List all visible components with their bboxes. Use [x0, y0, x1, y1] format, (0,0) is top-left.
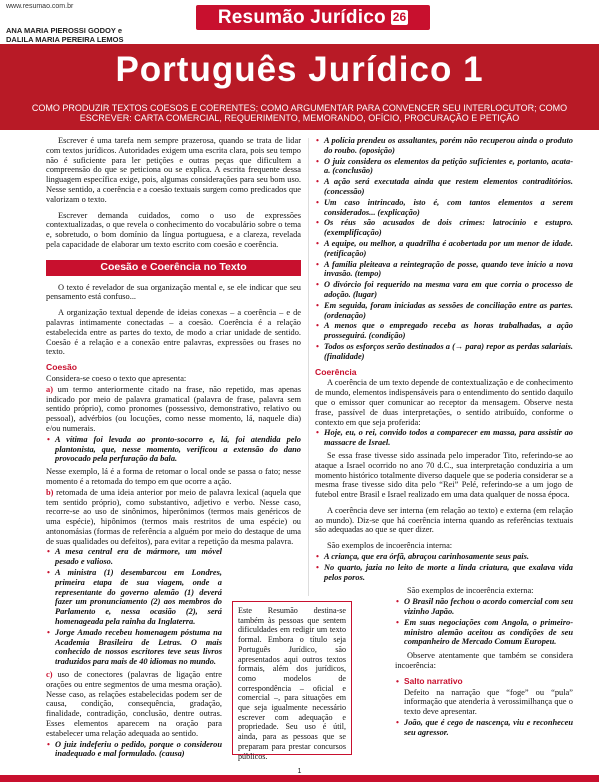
subsection-heading: Coesão: [46, 362, 78, 373]
example-item: • Jorge Amado recebeu homenagem póstuma na Academia Brasileira de Letras. O mais conhecido de nossos escritores teve seus livros traduzidos para mais de 40 idiomas no mundo.: [46, 628, 222, 667]
example-list: [395, 677, 573, 687]
example-item: • A vítima foi levada ao pronto-socorro e, lá, foi atendida pelo plantonista, que, nesse momento, verificou a extensão do dano provocado pela perfuração da bala.: [46, 435, 301, 464]
body-paragraph: São exemplos de incoerência externa:: [407, 586, 534, 596]
body-paragraph: A organização textual depende de ideias conexas – a coerência – e de palavras intimamente conectadas – a coesão. Coerência é a relação estabelecida entre as partes do texto, de modo a criar unidade de sentido. Coesão é a relação e a conexão entre palavras, expressões ou frases no texto.: [46, 308, 301, 357]
brand-name: Resumão Jurídico: [217, 6, 386, 28]
body-paragraph: Observe atentamente que também se considera incoerência:: [395, 651, 573, 671]
example-item: • Em seguida, foram iniciadas as sessões de conciliação entre as partes. (ordenação): [315, 301, 573, 321]
example-list: [46, 547, 222, 667]
example-item: • A ação será executada ainda que restem elementos contraditórios. (concessão): [315, 177, 573, 197]
title-banner: [0, 44, 599, 130]
example-item: • A menos que o empregado receba as horas trabalhadas, a ação prosseguirá. (condição): [315, 321, 573, 341]
example-list: [395, 718, 573, 738]
body-paragraph: A coerência deve ser interna (em relação ao texto) e externa (em relação ao mundo). Diz-se que há coerência interna quando as referências textuais são adequadas ao que se quer dizer.: [315, 505, 573, 535]
example-item: • Todos os esforços serão destinados a (→ para) repor as perdas salariais. (finalidade): [315, 342, 573, 362]
item-letter: c): [46, 670, 53, 680]
example-list: [395, 597, 573, 647]
item-letter: a): [46, 384, 53, 394]
connector-examples: [315, 136, 573, 362]
example-item: • Os réus são acusados de dois crimes: latrocínio e estupro. (exemplificação): [315, 218, 573, 238]
subsection-heading: Coerência: [315, 366, 357, 377]
body-paragraph: O texto é revelador de sua organização mental e, se ele indicar que seu pensamento está confuso...: [46, 282, 301, 302]
example-item: • No quarto, jazia no leito de morte a linda criatura, que exalava vida pelos poros.: [315, 563, 573, 583]
item-letter: b): [46, 487, 54, 497]
body-paragraph: Nesse exemplo, lá é a forma de retomar o local onde se passa o fato; nesse momento é a retomada do tempo em que ocorre a ação.: [46, 467, 301, 486]
lettered-item: [46, 385, 301, 434]
example-item: • A criança, que era órfã, abraçou carinhosamente seus pais.: [315, 552, 573, 562]
example-item: • A família pleiteava a reintegração de posse, quando teve início a nova invasão. (tempo): [315, 260, 573, 280]
body-paragraph: Se essa frase tivesse sido assinada pelo imperador Tito, referindo-se ao ataque a Israel ocorrido no ano 70 d.C., sua interpretação conduziria a um momento histórico totalmente diverso daquele que se poderia considerar se a mesma frase tivesse sido dita pelo “Rei” Pelé, referindo-se a um jogo de futebol entre Brasil e Israel realizado em uma data qualquer de nossa época.: [315, 450, 573, 500]
authors: [6, 26, 124, 44]
salto-heading: [395, 677, 573, 687]
item-text: retomada de uma ideia anterior por meio de palavra lexical (aquela que tem sentido próprio), como substantivo, adjetivo e verbo. Nesse caso, recorre-se ao uso de sinônimos, hiperônimos (termos mais genéricos de uma espécie), hipônimos (termos mais restritos de uma espécie) ou antonomásias (formas de referência a alguém por meio do destaque de uma de suas qualidades ou defeitos), para evitar a repetição da mesma palavra.: [46, 487, 301, 546]
column-divider: [308, 138, 309, 596]
example-item: • O juiz indeferiu o pedido, porque o considerou inadequado e mal formulado. (causa): [46, 740, 222, 760]
body-paragraph: Defeito na narração que “foge” ou “pula” informação que atenderia à verossimilhança que o texto deve apresentar.: [404, 687, 573, 717]
info-box: Este Resumão destina-se também às pessoas que sentem dificuldades em redigir um texto formal. Embora o título seja Português Jurídico, são apresentados aqui outros textos formais, além dos jurídicos, como modelos de correspondência – oficial e comercial –, para situações em que seja igualmente necessário escrever com adequação e propriedade. Seu uso é útil, ainda, para as pessoas que se preparam para prestar concursos públicos.: [232, 601, 352, 755]
example-item: • Hoje, eu, o rei, convido todos a comparecer em massa, para assistir ao massacre de Israel.: [315, 428, 573, 448]
example-item: • A polícia prendeu os assaltantes, porém não recuperou ainda o produto do roubo. (oposição): [315, 136, 573, 156]
lettered-item: [46, 488, 301, 547]
intro-paragraph: Escrever é uma tarefa nem sempre prazerosa, quando se trata de lidar com textos jurídicos. Autoridades exigem uma escrita clara, pois seu tempo não é suficiente para ler petições e outras peças que dificultem a compreensão do que se peticiona ou se explica. A escrita frequente dessa linguagem específica exige, pois, algumas considerações para seu bom uso. Nesse sentido, a coerência e a coesão textuais surgem como predicados que valorizam o texto.: [46, 136, 301, 204]
example-item: • A mesa central era de mármore, um móvel pesado e valioso.: [46, 547, 222, 567]
right-column: [315, 136, 573, 741]
page-number: 1: [297, 768, 302, 775]
example-item: • O Brasil não fechou o acordo comercial com seu vizinho Japão.: [395, 597, 573, 617]
right-lower-block: [395, 586, 573, 737]
example-list: [46, 435, 301, 464]
brand-logo: [196, 5, 430, 30]
salto-heading-text: Salto narrativo: [404, 675, 463, 686]
page-title: Português Jurídico 1: [115, 50, 484, 89]
section-heading: Coesão e Coerência no Texto: [46, 260, 301, 276]
example-list: [315, 428, 573, 448]
author-line: ANA MARIA PIEROSSI GODOY e: [6, 26, 122, 35]
example-item: • João, que é cego de nascença, viu e reconheceu seu agressor.: [395, 718, 573, 738]
body-paragraph: A coerência de um texto depende de contextualização e de conhecimento de mundo, elementos indispensáveis para o entendimento do sentido daquilo que o emissor quer comunicar ao receptor da mensagem. Observe nesta frase, passível de duas interpretações, o sentido atribuído, conforme o contexto em que seja proferida:: [315, 378, 573, 427]
page-subtitle: COMO PRODUZIR TEXTOS COESOS E COERENTES; COMO ARGUMENTAR PARA CONVENCER SEU INTERLOCUTOR; COMO ESCREVER: CARTA COMERCIAL, REQUERIMENTO, MEMORANDO, OFÍCIO, PROCURAÇÃO E PETIÇÃO: [31, 103, 568, 123]
example-list: [315, 552, 573, 582]
body-paragraph: São exemplos de incoerência interna:: [327, 541, 453, 551]
item-text: um termo anteriormente citado na frase, não repetido, mas apenas indicado por meio de palavra gramatical (palavra de frase, palavra sem sentido próprio), como pronomes (possessivo, demonstrativo, relativo ou pessoal), advérbios (ou locuções, como nesse momento, lá, naquele dia) e/ou numerais.: [46, 384, 301, 433]
example-item: • Em suas negociações com Angola, o primeiro-ministro alemão aceitou as condições de seu companheiro de Mercado Comum Europeu.: [395, 618, 573, 647]
issue-number: 26: [392, 10, 407, 24]
example-item: • O juiz considera os elementos da petição suficientes e, portanto, acata-a. (conclusão): [315, 157, 573, 177]
page-header: [0, 0, 599, 44]
author-line: DALILA MARIA PEREIRA LEMOS: [6, 35, 124, 44]
site-url: www.resumao.com.br: [6, 3, 74, 10]
example-item: • A ministra (1) desembarcou em Londres, primeira etapa de sua viagem, onde a representante do governo alemão (1) deverá fazer um pronunciamento (2) aos membros do Parlamento e, nessa ocasião (2), será homenageada pela rainha da Inglaterra.: [46, 568, 222, 627]
example-item: • A equipe, ou melhor, a quadrilha é acobertada por um menor de idade. (retificação): [315, 239, 573, 259]
bottom-edge: [0, 775, 599, 782]
item-text: uso de conectores (palavras de ligação entre orações ou entre segmentos de uma mesma oração). Nesse caso, as relações estabelecidas podem ser de causa, condição, consequência, gradação, finalidade, contradição, conclusão, dentre outras. Esses elementos aparecem na oração para estabelecer uma relação adequada ao sentido.: [46, 670, 223, 738]
example-item: • O divórcio foi requerido na mesma vara em que corria o processo de adoção. (lugar): [315, 280, 573, 300]
example-item: • Um caso intrincado, isto é, com tantos elementos a serem considerados... (explicação): [315, 198, 573, 218]
intro-paragraph: Escrever demanda cuidados, como o uso de expressões contextualizadas, o que revela o conhecimento do vocabulário sobre o tema e, sobretudo, o bom domínio da língua portuguesa, e a clareza, revelada pela capacidade de elaborar um texto escrito com coesão e coerência.: [46, 210, 301, 249]
example-list: [46, 740, 222, 760]
body-paragraph: Considera-se coeso o texto que apresenta:: [46, 373, 187, 383]
lettered-item: [46, 670, 222, 739]
